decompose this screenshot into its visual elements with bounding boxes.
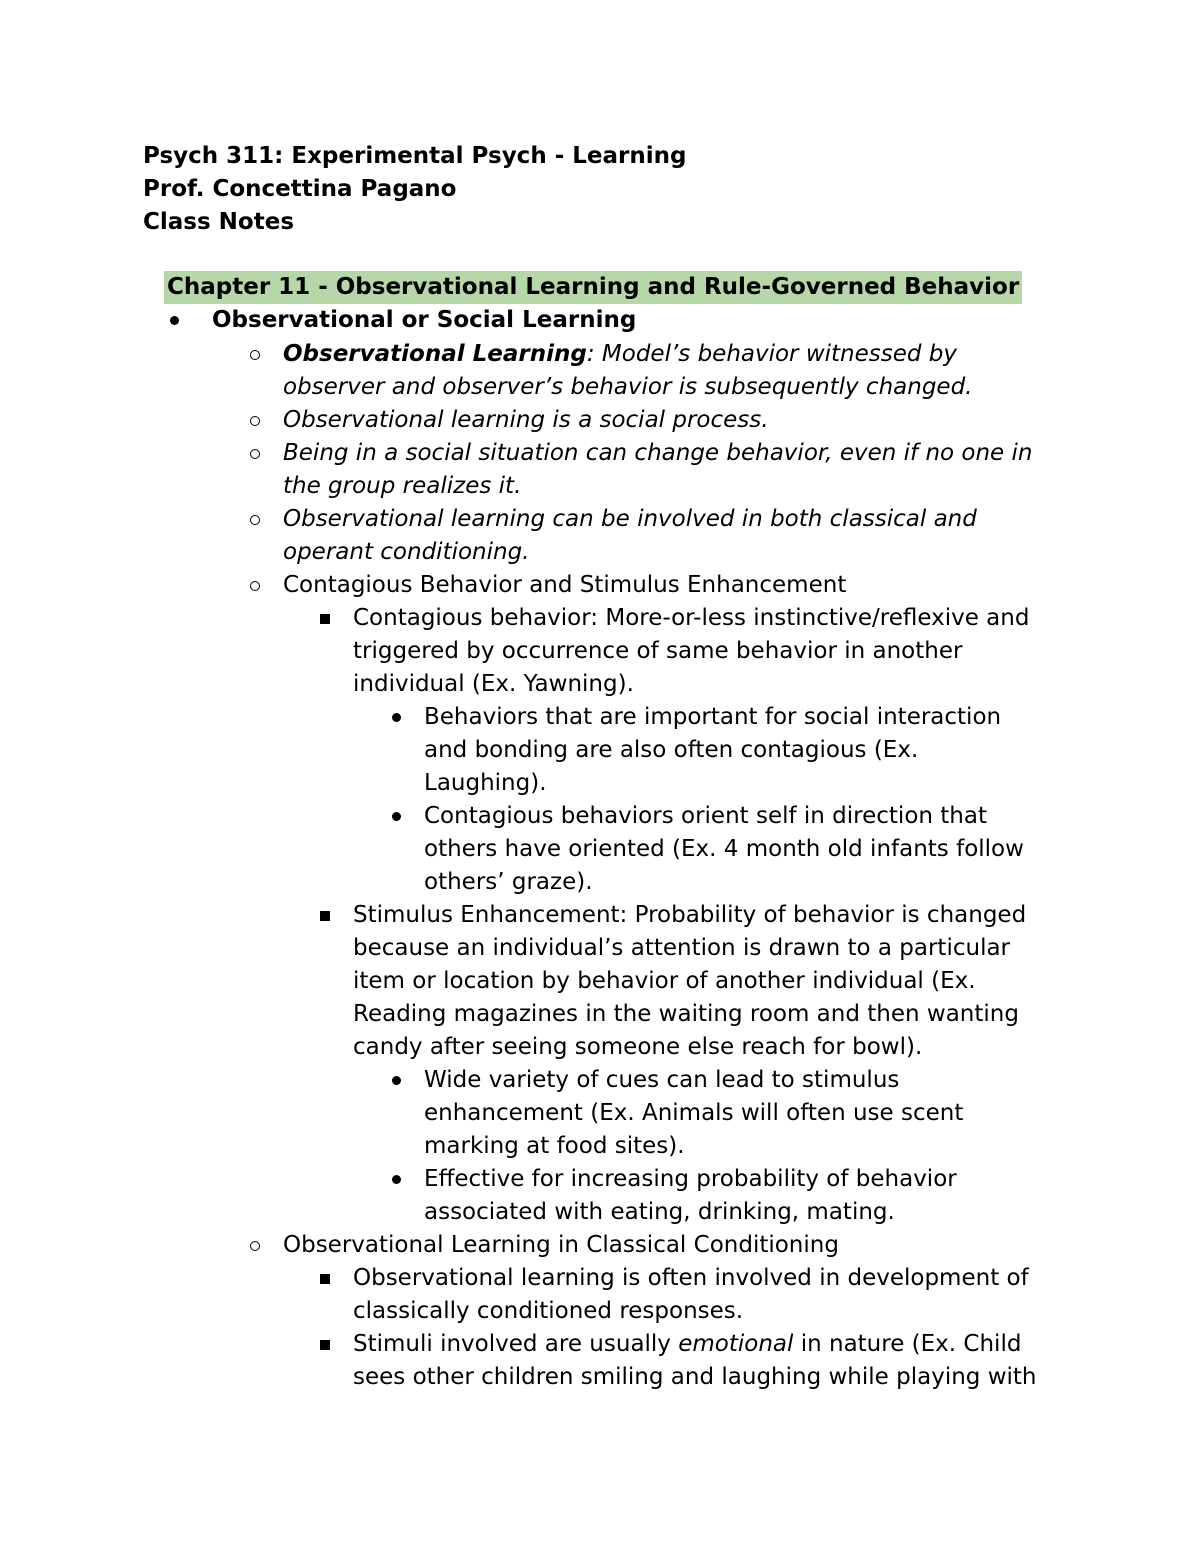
stimuli-text-start: Stimuli involved are usually	[353, 1331, 679, 1357]
list-item	[315, 1262, 1065, 1328]
bullet-dot-icon	[386, 800, 406, 833]
definition-text	[283, 338, 1063, 404]
bullet-square-icon	[315, 1262, 335, 1295]
note-text: Effective for increasing probability of behavior associated with eating, drinking, mating.	[424, 1166, 957, 1225]
bullet-dot-icon	[386, 1064, 406, 1097]
list-item	[164, 304, 1064, 337]
list-item	[386, 1163, 1066, 1229]
definition-term: Observational Learning	[283, 341, 587, 367]
list-item	[245, 503, 1065, 569]
bullet-ring-icon	[245, 437, 265, 470]
note-text: Contagious behavior: More-or-less instinctive/reflexive and triggered by occurrence of same behavior in another individual (Ex. Yawning).	[353, 605, 1030, 697]
bullet-dot-icon	[386, 701, 406, 734]
note-text: Observational learning is often involved in development of classically conditioned responses.	[353, 1265, 1029, 1324]
emphasis-word: emotional	[678, 1331, 794, 1357]
document-type: Class Notes	[143, 209, 295, 235]
bullet-dot-icon	[386, 1163, 406, 1196]
bullet-dot-icon	[164, 304, 184, 337]
note-text: Stimulus Enhancement: Probability of behavior is changed because an individual’s attention is drawn to a particular item or location by behavior of another individual (Ex. Reading magazines in the waiting room and then wanting candy after seeing someone else reach for bowl).	[353, 902, 1027, 1060]
note-text: Being in a social situation can change behavior, even if no one in the group realizes it.	[283, 440, 1033, 499]
list-item	[386, 800, 1066, 899]
list-item	[245, 404, 1065, 437]
bullet-square-icon	[315, 899, 335, 932]
list-item	[245, 1229, 1065, 1262]
bullet-ring-icon	[245, 569, 265, 602]
note-text: Wide variety of cues can lead to stimulus enhancement (Ex. Animals will often use scent marking at food sites).	[424, 1067, 964, 1159]
list-item	[386, 701, 1066, 800]
subtopic-heading: Contagious Behavior and Stimulus Enhancement	[283, 572, 847, 598]
course-title: Psych 311: Experimental Psych - Learning	[143, 143, 687, 169]
list-item	[315, 899, 1065, 1064]
note-text	[353, 1328, 1065, 1394]
list-item	[245, 338, 1065, 404]
chapter-heading: Chapter 11 - Observational Learning and Rule-Governed Behavior	[164, 271, 1022, 304]
professor-name: Prof. Concettina Pagano	[143, 176, 457, 202]
stimuli-text-end: in nature (Ex. Child sees other children smiling and laughing while playing with	[353, 1331, 1037, 1390]
list-item	[245, 569, 1065, 602]
bullet-ring-icon	[245, 404, 265, 437]
note-text: Observational learning can be involved in both classical and operant conditioning.	[283, 506, 977, 565]
note-text: Observational learning is a social process.	[283, 407, 769, 433]
list-item	[315, 1328, 1065, 1394]
subtopic-heading: Observational Learning in Classical Conditioning	[283, 1232, 839, 1258]
bullet-square-icon	[315, 1328, 335, 1361]
note-text: Behaviors that are important for social interaction and bonding are also often contagious (Ex. Laughing).	[424, 704, 1002, 796]
bullet-square-icon	[315, 602, 335, 635]
list-item	[386, 1064, 1066, 1163]
topic-heading: Observational or Social Learning	[212, 307, 637, 333]
bullet-ring-icon	[245, 503, 265, 536]
list-item	[315, 602, 1065, 701]
bullet-ring-icon	[245, 1229, 265, 1262]
bullet-ring-icon	[245, 338, 265, 371]
note-text: Contagious behaviors orient self in direction that others have oriented (Ex. 4 month old infants follow others’ graze).	[424, 803, 1024, 895]
definition-body: : Model’s behavior witnessed by observer and observer’s behavior is subsequently changed.	[283, 341, 973, 400]
list-item	[245, 437, 1065, 503]
